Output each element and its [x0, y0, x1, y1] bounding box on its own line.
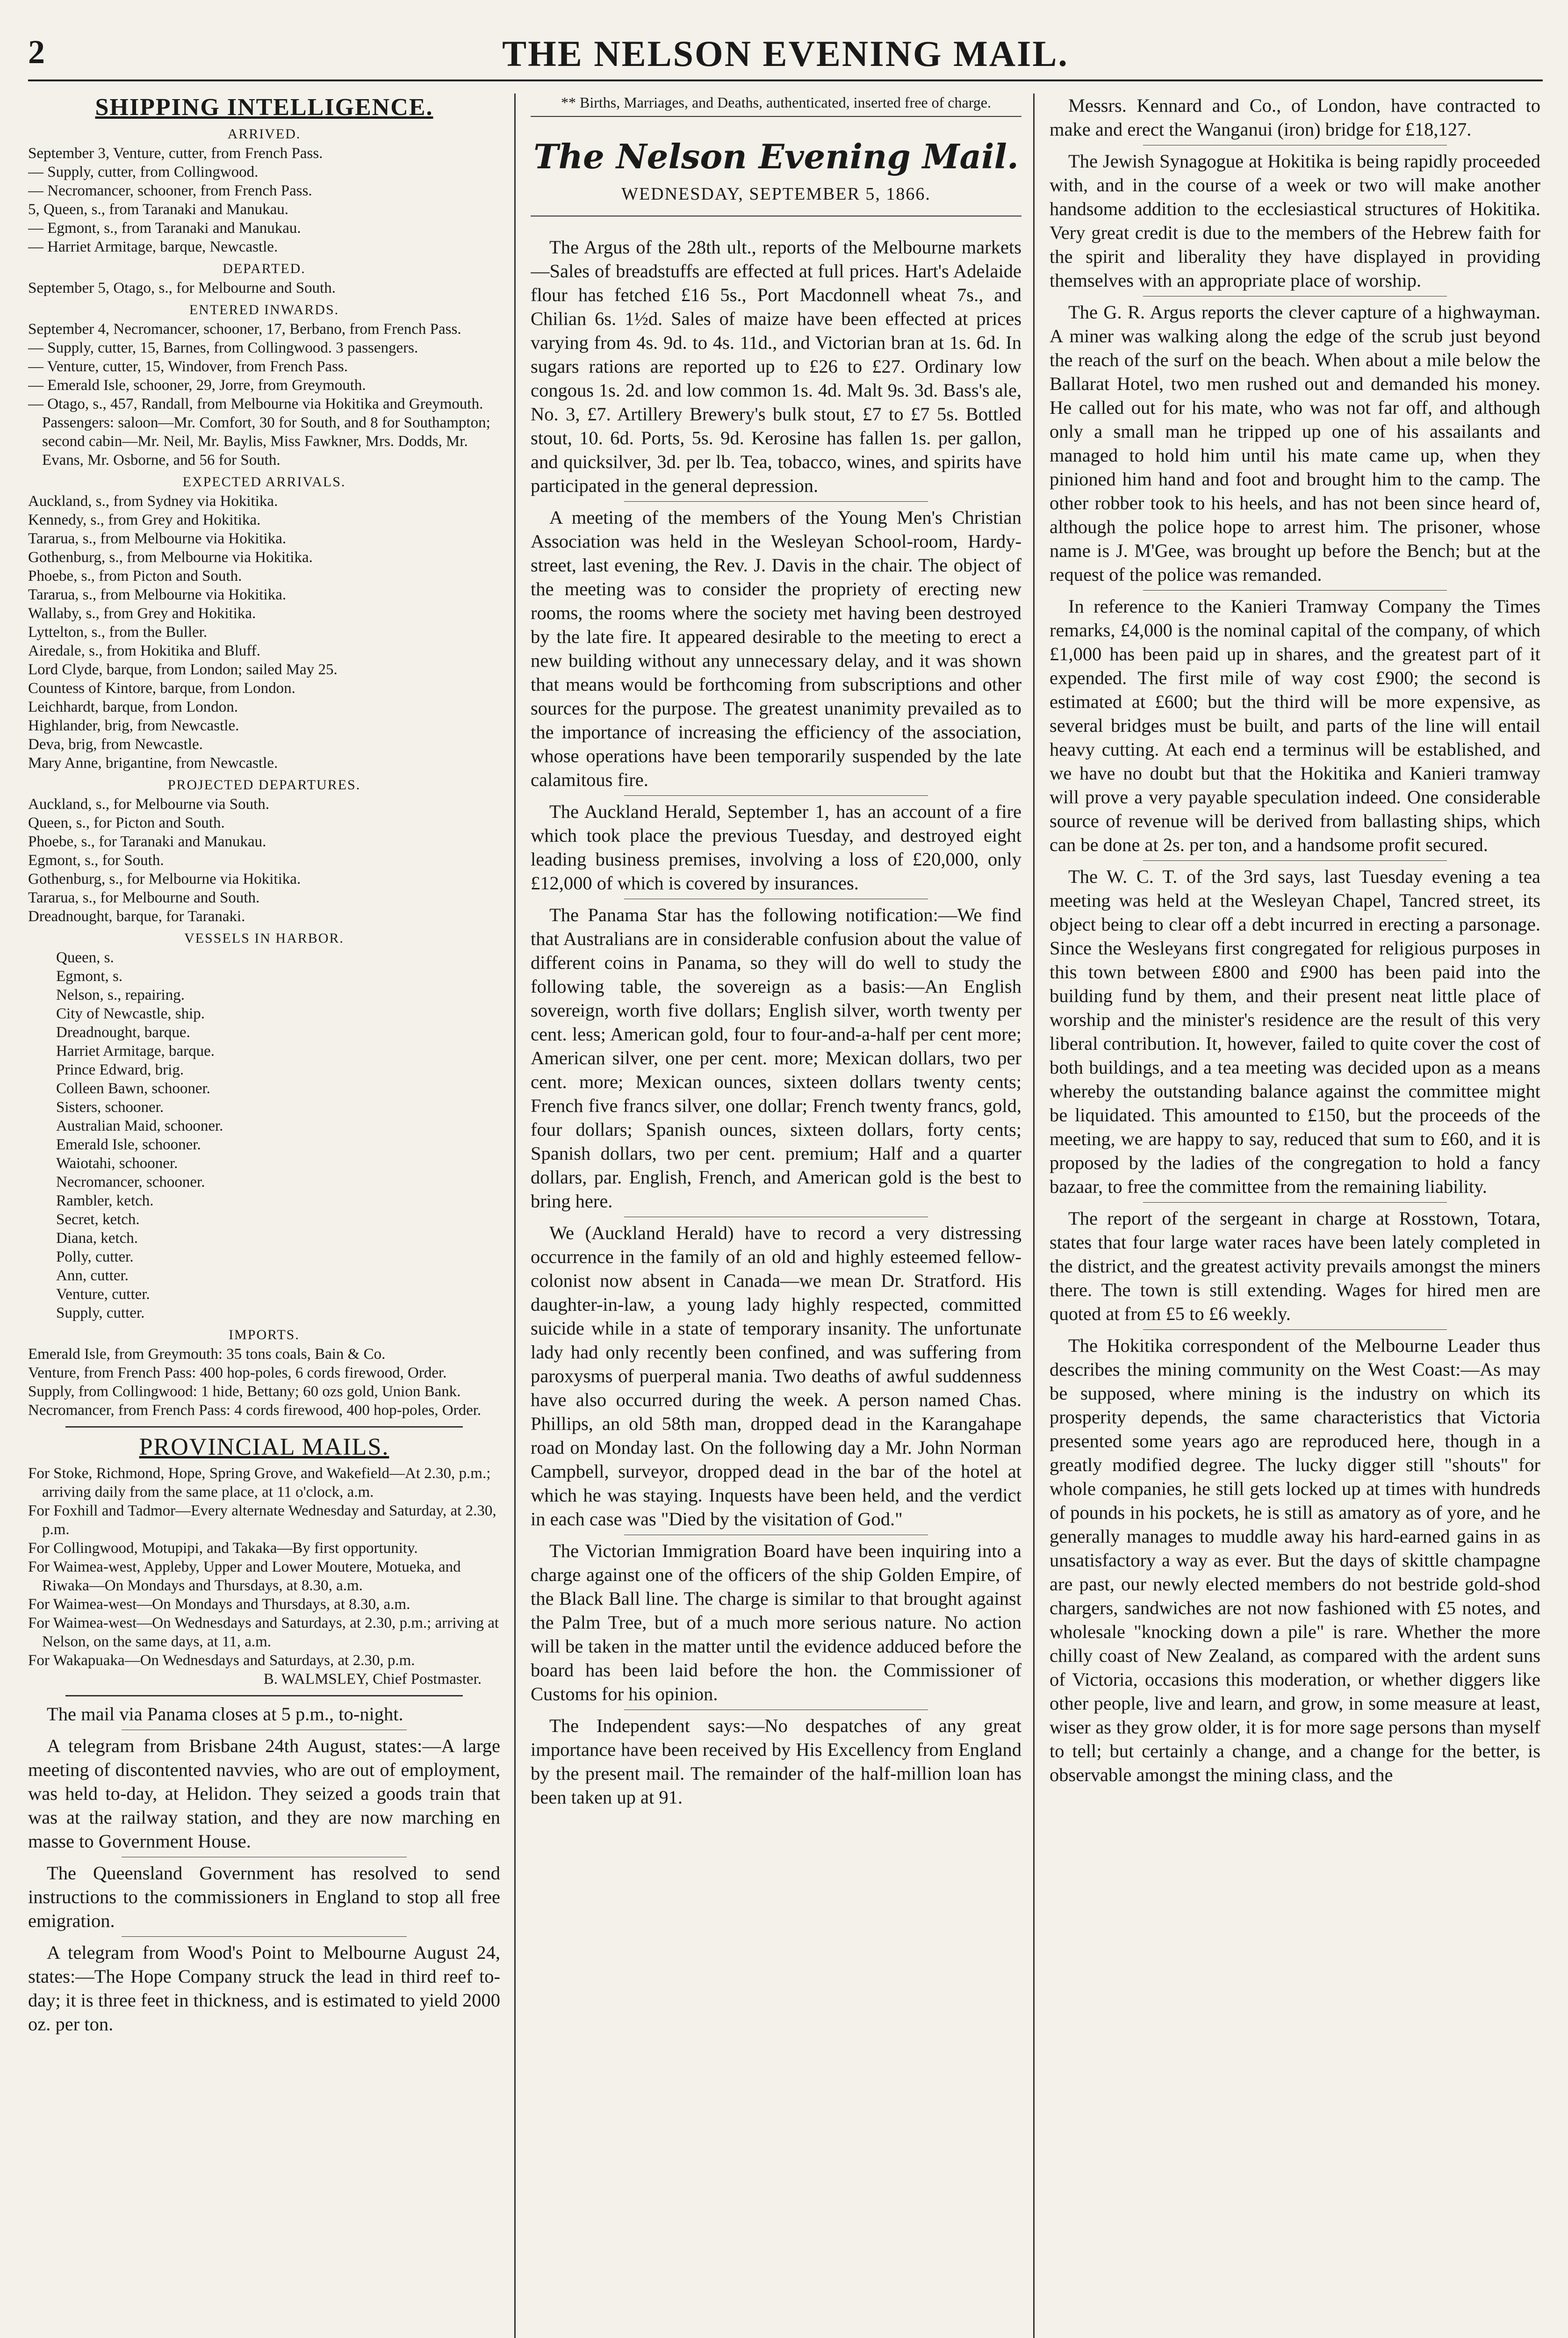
paragraph-divider	[624, 501, 928, 502]
list-item: Wallaby, s., from Grey and Hokitika.	[28, 605, 256, 622]
list-item: Harriet Armitage, barque.	[56, 1043, 215, 1060]
article-paragraph: A meeting of the members of the Young Men's Christian Association was held in the Wesleyan School-room, Hardy-street, last evening, the Rev. J. Davis in the chair. The object of the meeting was to consider the propriety of erecting new rooms, the rooms where the society met having been destroyed by the late fire. It appeared desirable to the meeting to erect a new building without any unnecessary delay, and it was shown that means would be forthcoming from subscriptions and other sources for the purpose. The greatest unanimity prevailed as to the importance of increasing the efficiency of the association, whose operations have been temporarily suspended by the late calamitous fire.	[531, 507, 1021, 790]
list-item: Tararua, s., from Melbourne via Hokitika.	[28, 586, 287, 603]
expected-list	[28, 492, 500, 772]
article-paragraph: The Panama Star has the following notification:—We find that Australians are in considerable confusion about the value of different coins in Panama, so they will do well to study the following table, the sovereign as a basis:—An English sovereign, worth five dollars; English silver, worth twenty per cent. less; American gold, four to four-and-a-half per cent more; American silver, one per cent. more; Mexican dollars, two per cent. more; Mexican ounces, sixteen dollars twenty cents; French five francs silver, one dollar; French twenty francs, gold, four dollars; Spanish ounces, sixteen dollars, forty cents; Spanish dollars, two per cent. premium; Half and a quarter dollars, par. English, French, and American gold is the best to bring here.	[531, 904, 1021, 1212]
list-item: 5, Queen, s., from Taranaki and Manukau.	[28, 201, 289, 218]
article-paragraph: The Auckland Herald, September 1, has an account of a fire which took place the previous Tuesday, and destroyed eight leading business premises, involving a loss of £20,000, only £12,000 of which is covered by insurances.	[531, 801, 1021, 894]
list-item: Countess of Kintore, barque, from London.	[28, 680, 295, 697]
expected-heading: EXPECTED ARRIVALS.	[182, 474, 346, 490]
divider	[65, 1426, 463, 1428]
paragraph-divider	[122, 1936, 407, 1937]
list-item: — Necromancer, schooner, from French Pass.	[28, 182, 312, 199]
list-item: Polly, cutter.	[56, 1248, 134, 1265]
article-paragraph: A telegram from Brisbane 24th August, states:—A large meeting of discontented navvies, who are out of employment, was held to-day, at Helidon. They seized a goods train that was at the railway station, and they are now marching en masse to Government House.	[28, 1735, 500, 1852]
arrived-heading: ARRIVED.	[227, 126, 301, 142]
list-item: Phoebe, s., for Taranaki and Manukau.	[28, 833, 266, 850]
departed-heading: DEPARTED.	[223, 261, 306, 276]
article-paragraph: The W. C. T. of the 3rd says, last Tuesday evening a tea meeting was held at the Wesleyan Chapel, Tancred street, its object being to clear off a debt incurred in erecting a parsonage. Since the Wesleyans first congregated for religious purposes in this town between £800 and £900 has been paid into the building fund by them, and their present neat little place of worship and the minister's residence are the result of this very liberal contribution. It, however, failed to quite cover the cost of both buildings, and a tea meeting was decided upon as a means whereby the outstanding balance against the committee might be liquidated. This amounted to £150, but the proceeds of the meeting, we are happy to say, reduced that sum to £60, and it is proposed by the ladies of the congregation to hold a fancy bazaar, to free the committee from the remaining liability.	[1050, 866, 1540, 1197]
paper-title: The Nelson Evening Mail.	[533, 137, 1019, 176]
column-1-paragraphs	[28, 1702, 500, 2036]
postmaster-signature: B. WALMSLEY, Chief Postmaster.	[263, 1671, 482, 1688]
list-item: — Supply, cutter, 15, Barnes, from Collingwood. 3 passengers.	[28, 339, 418, 356]
list-item: City of Newcastle, ship.	[56, 1005, 205, 1022]
masthead	[28, 28, 1543, 81]
list-item: Leichhardt, barque, from London.	[28, 699, 238, 715]
column-2-paragraphs	[531, 235, 1021, 1809]
list-item: For Waimea-west—On Mondays and Thursdays, at 8.30, a.m.	[28, 1596, 410, 1613]
list-item: For Wakapuaka—On Wednesdays and Saturdays, at 2.30, p.m.	[28, 1652, 415, 1669]
column-3-paragraphs	[1050, 94, 1540, 1787]
newspaper-title: THE NELSON EVENING MAIL.	[502, 33, 1069, 74]
list-item: — Supply, cutter, from Collingwood.	[28, 164, 259, 180]
article-paragraph: A telegram from Wood's Point to Melbourne August 24, states:—The Hope Company struck the lead in third reef to-day; it is three feet in thickness, and is estimated to yield 2000 oz. per ton.	[28, 1942, 500, 2035]
list-item: — Harriet Armitage, barque, Newcastle.	[28, 238, 278, 255]
list-item: Australian Maid, schooner.	[56, 1118, 223, 1134]
mails-list	[28, 1464, 500, 1670]
column-2	[531, 94, 1021, 2338]
article-paragraph: The G. R. Argus reports the clever capture of a highwayman. A miner was walking along the edge of the scrub just beyond the reach of the surf on the beach. When about a mile below the Ballarat Hotel, two men rushed out and demanded his money. He called out for his mate, who was not far off, and although only a small man he tripped up one of his assailants and managed to hold him until his mate came up, when they pinioned him hand and foot and brought him to the camp. The other robber took to his heels, and has not been since heard of, although the police hope to arrest him. The prisoner, whose name is J. M'Gee, was brought up before the Bench; but at the request of the police was remanded.	[1050, 302, 1540, 585]
list-item: Waiotahi, schooner.	[56, 1155, 178, 1172]
list-item: Mary Anne, brigantine, from Newcastle.	[28, 755, 278, 772]
list-item: Nelson, s., repairing.	[56, 987, 185, 1003]
paragraph-divider	[1143, 860, 1447, 861]
imports-heading: IMPORTS.	[229, 1327, 300, 1342]
list-item: For Waimea-west, Appleby, Upper and Lower Moutere, Motueka, and Riwaka—On Mondays and Thursdays, at 8.30, a.m.	[28, 1559, 461, 1594]
list-item: Kennedy, s., from Grey and Hokitika.	[28, 512, 261, 528]
list-item: Gothenburg, s., from Melbourne via Hokitika.	[28, 549, 313, 566]
list-item: For Stoke, Richmond, Hope, Spring Grove, and Wakefield—At 2.30, p.m.; arriving daily from the same place, at 11 o'clock, a.m.	[28, 1465, 491, 1501]
departed-list	[28, 279, 500, 297]
shipping-heading: SHIPPING INTELLIGENCE.	[95, 94, 433, 121]
article-paragraph: The report of the sergeant in charge at Rosstown, Totara, states that four large water races have been lately completed in the district, and the greatest activity prevails amongst the miners there. The town is still extending. Wages for hired men are quoted at from £5 to £6 weekly.	[1050, 1208, 1540, 1324]
list-item: Necromancer, schooner.	[56, 1174, 205, 1191]
list-item: Auckland, s., for Melbourne via South.	[28, 796, 269, 813]
list-item: Diana, ketch.	[56, 1230, 138, 1247]
list-item: Dreadnought, barque.	[56, 1024, 190, 1041]
article-paragraph: Messrs. Kennard and Co., of London, have contracted to make and erect the Wanganui (iron) bridge for £18,127.	[1050, 95, 1540, 140]
article-paragraph: The Independent says:—No despatches of any great importance have been received by His Excellency from England by the present mail. The remainder of the half-million loan has been taken up at 91.	[531, 1715, 1021, 1808]
list-item: Deva, brig, from Newcastle.	[28, 736, 203, 753]
list-item: Tararua, s., from Melbourne via Hokitika.	[28, 530, 287, 547]
entered-list	[28, 320, 500, 469]
list-item: — Venture, cutter, 15, Windover, from French Pass.	[28, 358, 348, 375]
mails-heading: PROVINCIAL MAILS.	[139, 1434, 389, 1460]
list-item: Queen, s., for Picton and South.	[28, 815, 225, 831]
list-item: Sisters, schooner.	[56, 1099, 164, 1116]
list-item: September 5, Otago, s., for Melbourne and South.	[28, 280, 336, 296]
article-paragraph: We (Auckland Herald) have to record a very distressing occurrence in the family of an old and highly esteemed fellow-colonist now absent in Canada—we mean Dr. Stratford. His daughter-in-law, a young lady highly respected, committed suicide while in a state of temporary insanity. The unfortunate lady had only recently been confined, and was suffering from paroxysms of puerperal mania. Two deaths of awful suddenness have also occurred during the week. A person named Chas. Phillips, an old 58th man, dropped dead in the Karangahape road on Monday last. On the following day a Mr. John Norman Campbell, surveyor, dropped dead in the bar of the hotel at which he was staying. Inquests have been held, and the verdict in each case was "Died by the visitation of God."	[531, 1222, 1021, 1530]
list-item: Queen, s.	[56, 949, 114, 966]
list-item: — Otago, s., 457, Randall, from Melbourne via Hokitika and Greymouth. Passengers: saloon—Mr. Comfort, 30 for South, and 8 for Southampton; second cabin—Mr. Neil, Mr. Baylis, Miss Fawkner, Mrs. Dodds, Mr. Evans, Mr. Osborne, and 56 for South.	[28, 396, 490, 469]
free-notice: ** Births, Marriages, and Deaths, authenticated, inserted free of charge.	[531, 94, 1021, 117]
list-item: Lord Clyde, barque, from London; sailed May 25.	[28, 661, 338, 678]
list-item: September 3, Venture, cutter, from French Pass.	[28, 145, 323, 162]
list-item: — Egmont, s., from Taranaki and Manukau.	[28, 220, 301, 237]
list-item: September 4, Necromancer, schooner, 17, Berbano, from French Pass.	[28, 321, 461, 338]
imports-list	[28, 1345, 500, 1420]
list-item: Supply, from Collingwood: 1 hide, Bettany; 60 ozs gold, Union Bank.	[28, 1383, 461, 1400]
entered-heading: ENTERED INWARDS.	[189, 302, 339, 318]
list-item: Phoebe, s., from Picton and South.	[28, 568, 242, 584]
list-item: Venture, from French Pass: 400 hop-poles, 6 cords firewood, Order.	[28, 1364, 447, 1381]
list-item: Secret, ketch.	[56, 1211, 140, 1228]
list-item: Rambler, ketch.	[56, 1192, 154, 1209]
article-paragraph: The Argus of the 28th ult., reports of the Melbourne markets—Sales of breadstuffs are effected at full prices. Hart's Adelaide flour has fetched £16 5s., Port Macdonnell wheat 7s., and Chilian 6s. 1½d. Sales of maize have been effected at prices varying from 4s. 9d. to 4s. 11d., and Victorian bran at 1s. 6d. In sugars rations are reported up to £26 to £27. Ordinary low congous 1s. 2d. and low common 1s. 4d. Malt 9s. 3d. Bass's ale, No. 3, £7. Artillery Brewery's bulk stout, £7 to £7 5s. Bottled stout, 10. 6d. Ports, 5s. 9d. Kerosine has fallen 1s. per gallon, and quicksilver, 3d. per lb. Tea, tobacco, wines, and spirits have participated in the general depression.	[531, 237, 1021, 496]
vessels-list	[28, 948, 500, 1322]
list-item: Ann, cutter.	[56, 1267, 129, 1284]
list-item: For Waimea-west—On Wednesdays and Saturdays, at 2.30, p.m.; arriving at Nelson, on the same days, at 11, a.m.	[28, 1615, 499, 1650]
list-item: Dreadnought, barque, for Taranaki.	[28, 908, 245, 925]
article-paragraph: The Queensland Government has resolved to send instructions to the commissioners in England to stop all free emigration.	[28, 1862, 500, 1931]
article-paragraph: In reference to the Kanieri Tramway Company the Times remarks, £4,000 is the nominal capital of the company, of which £1,000 has been paid up in shares, and the greatest part of it expended. The first mile of way cost £900; the second is estimated at £600; but the third will be more expensive, as several bridges must be built, and parts of the line will entail heavy cutting. At each end a terminus will be established, and we have no doubt but that the Hokitika and Kanieri tramway will prove a very payable speculation indeed. One considerable source of revenue will be derived from ballasting ships, which can be done at 2s. per ton, and a handsome profit secured.	[1050, 596, 1540, 855]
list-item: Airedale, s., from Hokitika and Bluff.	[28, 642, 261, 659]
list-item: Egmont, s.	[56, 968, 123, 985]
paragraph-divider	[1143, 590, 1447, 591]
column-3	[1050, 94, 1540, 2338]
list-item: — Emerald Isle, schooner, 29, Jorre, from Greymouth.	[28, 377, 366, 394]
list-item: Prince Edward, brig.	[56, 1061, 184, 1078]
article-paragraph: The Victorian Immigration Board have been inquiring into a charge against one of the officers of the ship Golden Empire, of the Black Ball line. The charge is similar to that brought against the Palm Tree, but of a much more serious nature. No action will be taken in the matter until the evidence adduced before the board has been laid before the hon. the Commissioner of Customs for his opinion.	[531, 1540, 1021, 1704]
projected-heading: PROJECTED DEPARTURES.	[167, 777, 361, 793]
article-paragraph: The Jewish Synagogue at Hokitika is being rapidly proceeded with, and in the course of a week or two will make another handsome addition to the ecclesiastical structures of Hokitika. Very great credit is due to the members of the Hebrew faith for the spirit and liberality they have displayed in providing themselves with an appropriate place of worship.	[1050, 151, 1540, 291]
list-item: Venture, cutter.	[56, 1286, 150, 1303]
paragraph-divider	[1143, 1202, 1447, 1203]
list-item: Emerald Isle, from Greymouth: 35 tons coals, Bain & Co.	[28, 1346, 386, 1363]
article-paragraph: The mail via Panama closes at 5 p.m., to-night.	[47, 1703, 403, 1725]
arrived-list	[28, 144, 500, 256]
list-item: For Collingwood, Motupipi, and Takaka—By first opportunity.	[28, 1540, 418, 1557]
list-item: Lyttelton, s., from the Buller.	[28, 624, 208, 641]
list-item: Supply, cutter.	[56, 1305, 145, 1321]
list-item: Auckland, s., from Sydney via Hokitika.	[28, 493, 278, 510]
column-1	[28, 94, 500, 2338]
list-item: Gothenburg, s., for Melbourne via Hokitika.	[28, 871, 301, 888]
column-rule	[1033, 94, 1035, 2338]
page-number: 2	[28, 33, 45, 71]
list-item: Highlander, brig, from Newcastle.	[28, 717, 239, 734]
projected-list	[28, 795, 500, 926]
paragraph-divider	[624, 795, 928, 796]
issue-date: WEDNESDAY, SEPTEMBER 5, 1866.	[531, 182, 1021, 216]
article-paragraph: The Hokitika correspondent of the Melbourne Leader thus describes the mining community on the West Coast:—As may be supposed, where mining is the industry on which its prosperity depends, the same characteristics that Victoria presented some years ago are reproduced here, though in a greatly modified degree. The lucky digger still "shouts" for whole companies, he still gets locked up at times with hundreds of pounds in his pockets, he is still as amatory as of yore, and he generally manages to muddle away his hard-earned gains in as unsatisfactory a way as ever. But the days of skittle champagne are past, our newly elected members do not bestride gold-shod chargers, sandwiches are not now fashioned with £5 notes, and wholesale "knocking down a pile" is rare. Whether the more chilly coast of New Zealand, as compared with the ardent suns of Victoria, occasions this moderation, or whether diggers like other people, live and learn, and grow, in some measure at least, wiser as they grow older, it is for more sage persons than myself to tell; but certainly a change, and a change for the better, is observable amongst the mining class, and the	[1050, 1335, 1540, 1785]
list-item: Necromancer, from French Pass: 4 cords firewood, 400 hop-poles, Order.	[28, 1402, 482, 1419]
list-item: Colleen Bawn, schooner.	[56, 1080, 210, 1097]
list-item: Tararua, s., for Melbourne and South.	[28, 889, 260, 906]
paragraph-divider	[1143, 1329, 1447, 1330]
vessels-heading: VESSELS IN HARBOR.	[184, 931, 344, 946]
column-rule	[514, 94, 516, 2338]
list-item: Egmont, s., for South.	[28, 852, 164, 869]
list-item: Emerald Isle, schooner.	[56, 1136, 201, 1153]
divider	[65, 1695, 463, 1696]
list-item: For Foxhill and Tadmor—Every alternate Wednesday and Saturday, at 2.30, p.m.	[28, 1502, 496, 1538]
